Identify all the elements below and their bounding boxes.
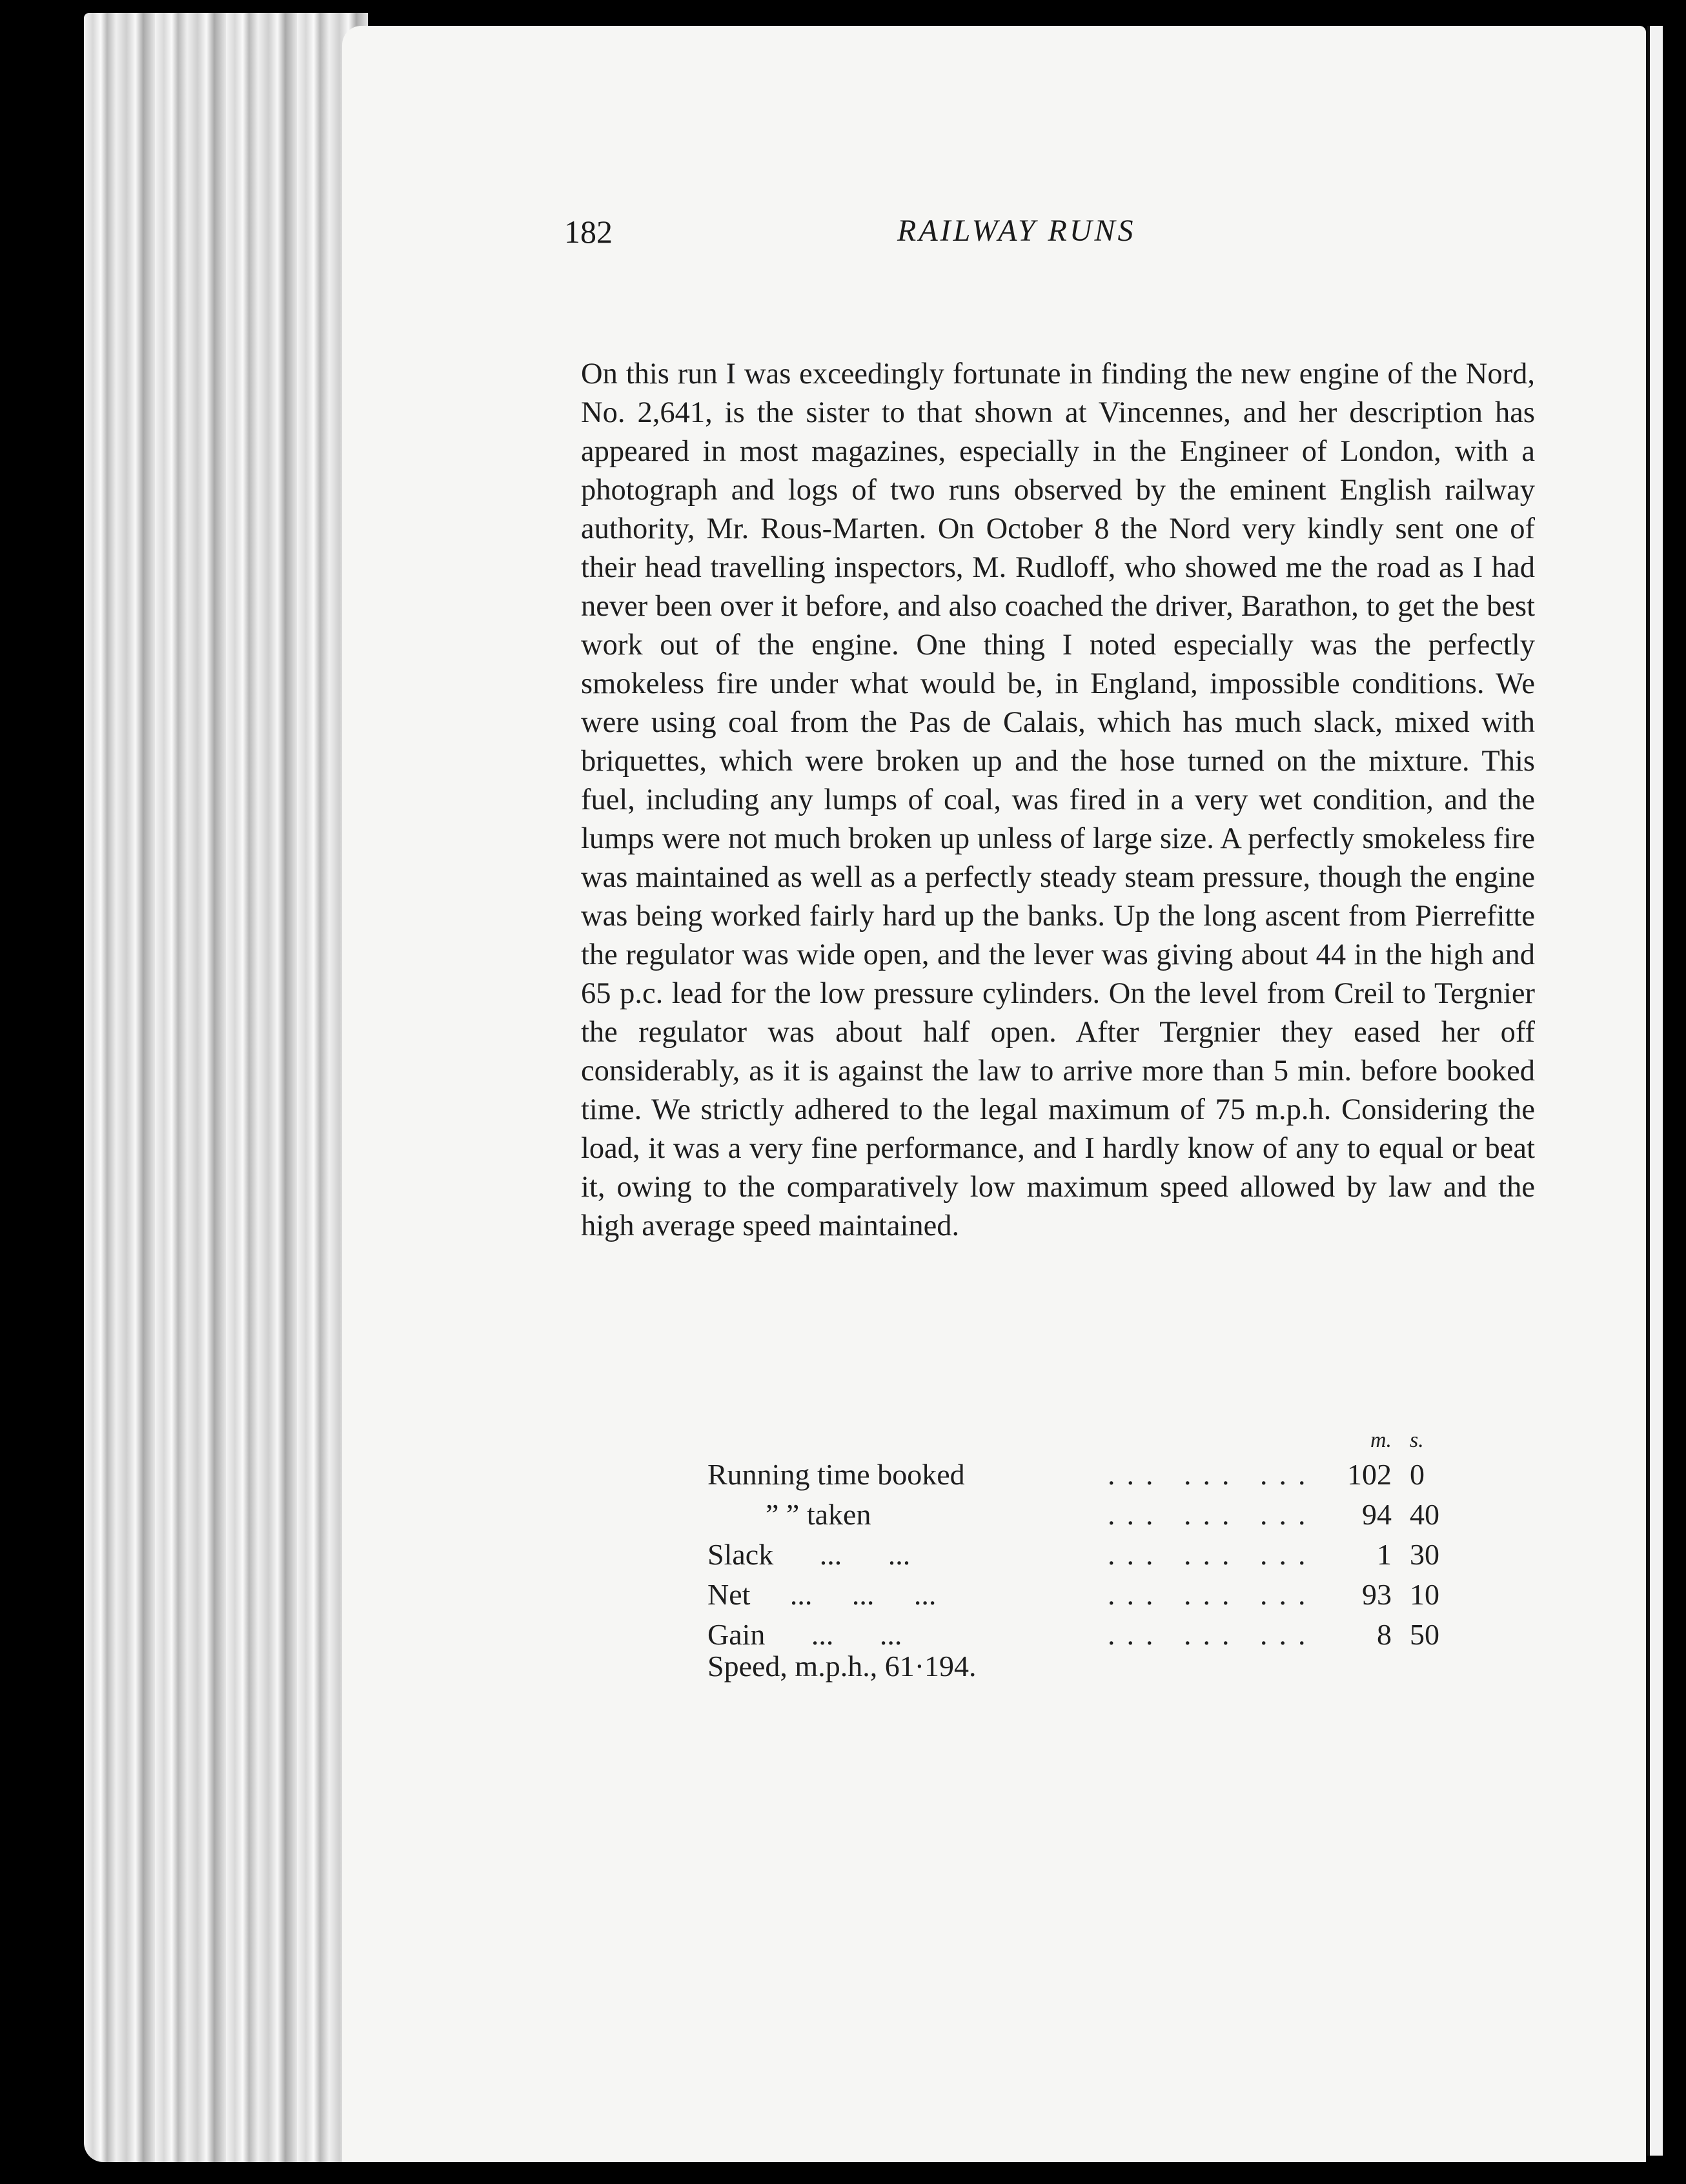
table-row <box>707 1535 1455 1575</box>
row-minutes: 1 <box>1377 1538 1392 1571</box>
row-seconds: 50 <box>1410 1618 1439 1651</box>
row-seconds: 10 <box>1410 1578 1439 1611</box>
row-leader-dots: ... ... ... <box>1108 1498 1317 1531</box>
row-label: Net ... ... ... <box>707 1578 937 1611</box>
row-leader-dots: ... ... ... <box>1108 1458 1317 1491</box>
running-title: RAILWAY RUNS <box>897 214 1136 248</box>
average-speed-line: Speed, m.p.h., 61·194. <box>707 1650 977 1683</box>
row-label: Running time booked <box>707 1458 965 1491</box>
run-log-table <box>707 1426 1455 1655</box>
body-text <box>581 355 1535 1246</box>
row-label: Slack ... ... <box>707 1538 911 1571</box>
row-minutes: 8 <box>1377 1618 1392 1651</box>
row-leader-dots: ... ... ... <box>1108 1578 1317 1611</box>
table-row <box>707 1455 1455 1495</box>
row-minutes: 102 <box>1347 1458 1392 1491</box>
col-seconds-header: s. <box>1410 1428 1424 1452</box>
row-label: Gain ... ... <box>707 1618 902 1651</box>
table-row <box>707 1495 1455 1535</box>
row-leader-dots: ... ... ... <box>1108 1538 1317 1571</box>
table-row <box>707 1575 1455 1615</box>
row-seconds: 0 <box>1410 1458 1425 1491</box>
page-edges <box>84 13 368 2162</box>
row-minutes: 94 <box>1362 1498 1392 1531</box>
facing-page-edge <box>1647 26 1663 2156</box>
row-seconds: 30 <box>1410 1538 1439 1571</box>
col-minutes-header: m. <box>1370 1428 1392 1452</box>
row-label: ” ” taken <box>766 1498 871 1531</box>
row-leader-dots: ... ... ... <box>1108 1618 1317 1651</box>
page-number: 182 <box>564 214 613 250</box>
log-header-blank <box>707 1426 1108 1455</box>
paragraph: On this run I was exceedingly fortunate in finding the new engine of the Nord, No. 2,641, is the sister to that shown at Vincennes, and her description has appeared in most magazines, especially in the Engineer of London, with a photograph and logs of two runs observed by the eminent English railway authority, Mr. Rous-Marten. On October 8 the Nord very kindly sent one of their head travelling inspectors, M. Rudloff, who showed me the road as I had never been over it before, and also coached the driver, Barathon, to get the best work out of the engine. One thing I noted especially was the perfectly smokeless fire under what would be, in England, impossible conditions. We were using coal from the Pas de Calais, which has much slack, mixed with briquettes, which were broken up and the hose turned on the mixture. This fuel, including any lumps of coal, was fired in a very wet condition, and the lumps were not much broken up unless of large size. A perfectly smokeless fire was maintained as well as a perfectly steady steam pressure, though the engine was being worked fairly hard up the banks. Up the long ascent from Pierrefitte the regulator was wide open, and the lever was giving about 44 in the high and 65 p.c. lead for the low pressure cylinders. On the level from Creil to Tergnier the regulator was about half open. After Tergnier they eased her off considerably, as it is against the law to arrive more than 5 min. before booked time. We strictly adhered to the legal maximum of 75 m.p.h. Considering the load, it was a very fine performance, and I hardly know of any to equal or beat it, owing to the comparatively low maximum speed allowed by law and the high average speed maintained. <box>581 358 1535 1242</box>
log-header-row <box>707 1426 1455 1455</box>
row-seconds: 40 <box>1410 1498 1439 1531</box>
row-minutes: 93 <box>1362 1578 1392 1611</box>
log-header-blank <box>1108 1426 1334 1455</box>
